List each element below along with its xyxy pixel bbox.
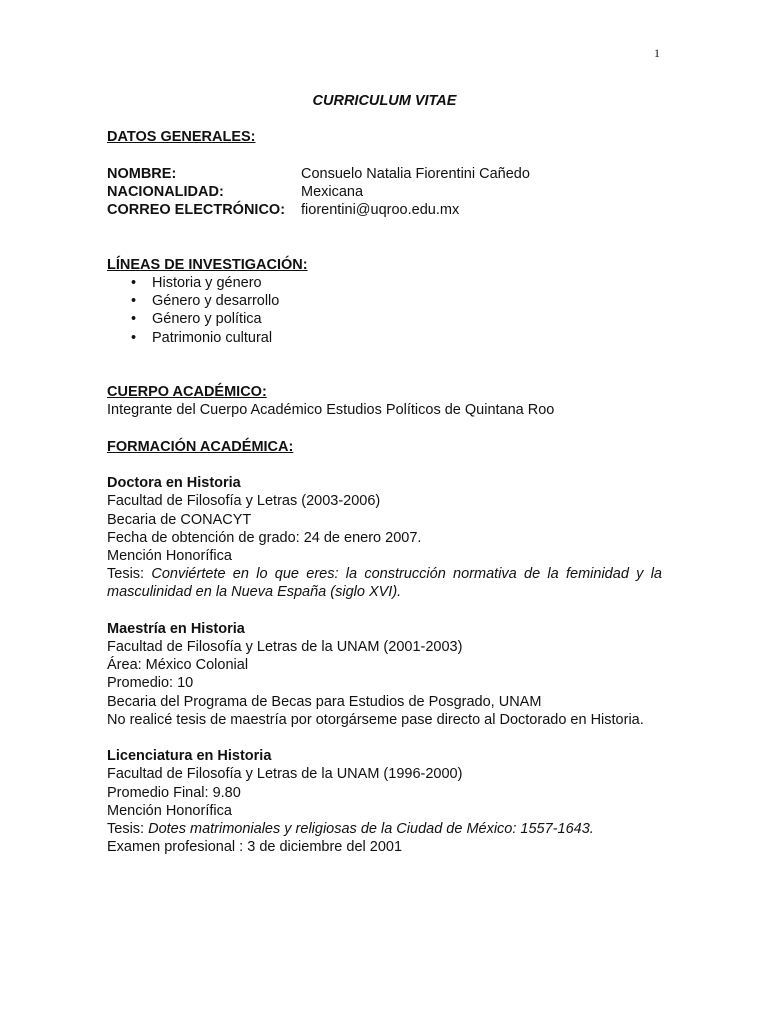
field-value: Mexicana (301, 183, 364, 200)
degree-line: Promedio Final: 9.80 (107, 784, 241, 801)
section-lineas-investigacion (107, 256, 662, 347)
list-item-text: Género y política (152, 311, 262, 328)
field-label: CORREO ELECTRÓNICO: (107, 202, 286, 219)
list-item (107, 274, 662, 292)
list-item-text: Género y desarrollo (152, 293, 280, 310)
document-title: CURRICULUM VITAE (312, 93, 457, 109)
degree-licenciatura (107, 747, 662, 856)
degree-line: Área: México Colonial (107, 657, 249, 674)
section-heading-cuerpo: CUERPO ACADÉMICO: (107, 384, 267, 401)
section-heading-formacion: FORMACIÓN ACADÉMICA: (107, 438, 294, 455)
list-item-text: Patrimonio cultural (152, 329, 273, 346)
section-cuerpo-academico (107, 383, 662, 419)
email-value: fiorentini@uqroo.edu.mx (301, 202, 460, 219)
document-body (107, 92, 662, 856)
thesis-title: Conviértete en lo que eres: la construcción normativa de la feminidad y la masculinidad en la Nueva España (siglo XVI). (107, 566, 662, 601)
thesis-line (107, 565, 662, 601)
bullet-icon: • (131, 329, 137, 346)
list-item-text: Historia y género (152, 274, 262, 291)
degree-line: Facultad de Filosofía y Letras de la UNAM (1996-2000) (107, 766, 463, 783)
bullet-icon: • (131, 293, 137, 310)
section-heading-datos-generales: DATOS GENERALES: (107, 129, 256, 146)
field-label: NOMBRE: (107, 165, 177, 182)
degree-line: Becaria del Programa de Becas para Estudios de Posgrado, UNAM (107, 693, 542, 710)
field-value: Consuelo Natalia Fiorentini Cañedo (301, 165, 530, 182)
degree-line: Becaria de CONACYT (107, 511, 252, 528)
thesis-line (107, 820, 662, 838)
bullet-icon: • (131, 311, 137, 328)
degree-title: Licenciatura en Historia (107, 748, 272, 765)
thesis-title: Dotes matrimoniales y religiosas de la Ciudad de México: 1557-1643. (148, 820, 594, 837)
list-item (107, 292, 662, 310)
degree-line: Facultad de Filosofía y Letras (2003-2006) (107, 493, 381, 510)
degree-line: No realicé tesis de maestría por otorgárseme pase directo al Doctorado en Historia. (107, 711, 644, 728)
degree-line: Examen profesional : 3 de diciembre del 2001 (107, 839, 403, 856)
page-number: 1 (654, 46, 660, 60)
degree-title: Maestría en Historia (107, 620, 245, 637)
degree-line: Mención Honorífica (107, 547, 232, 564)
degree-line: Mención Honorífica (107, 802, 232, 819)
list-item (107, 310, 662, 328)
degree-line: Promedio: 10 (107, 675, 194, 692)
research-lines-list (107, 274, 662, 347)
bullet-icon: • (131, 274, 137, 291)
thesis-label: Tesis: (107, 566, 152, 583)
field-nacionalidad (107, 183, 662, 201)
degree-line: Fecha de obtención de grado: 24 de enero 2007. (107, 529, 422, 546)
field-nombre (107, 165, 662, 183)
section-formacion-academica (107, 438, 662, 857)
section-heading-lineas: LÍNEAS DE INVESTIGACIÓN: (107, 256, 308, 273)
degree-title: Doctora en Historia (107, 475, 241, 492)
degree-doctorado (107, 474, 662, 601)
cuerpo-text: Integrante del Cuerpo Académico Estudios Políticos de Quintana Roo (107, 402, 555, 419)
list-item (107, 329, 662, 347)
degree-line: Facultad de Filosofía y Letras de la UNAM (2001-2003) (107, 638, 463, 655)
thesis-label: Tesis: (107, 820, 149, 837)
degree-maestria (107, 620, 662, 729)
section-datos-generales (107, 128, 662, 219)
field-correo (107, 201, 662, 219)
field-label: NACIONALIDAD: (107, 183, 224, 200)
